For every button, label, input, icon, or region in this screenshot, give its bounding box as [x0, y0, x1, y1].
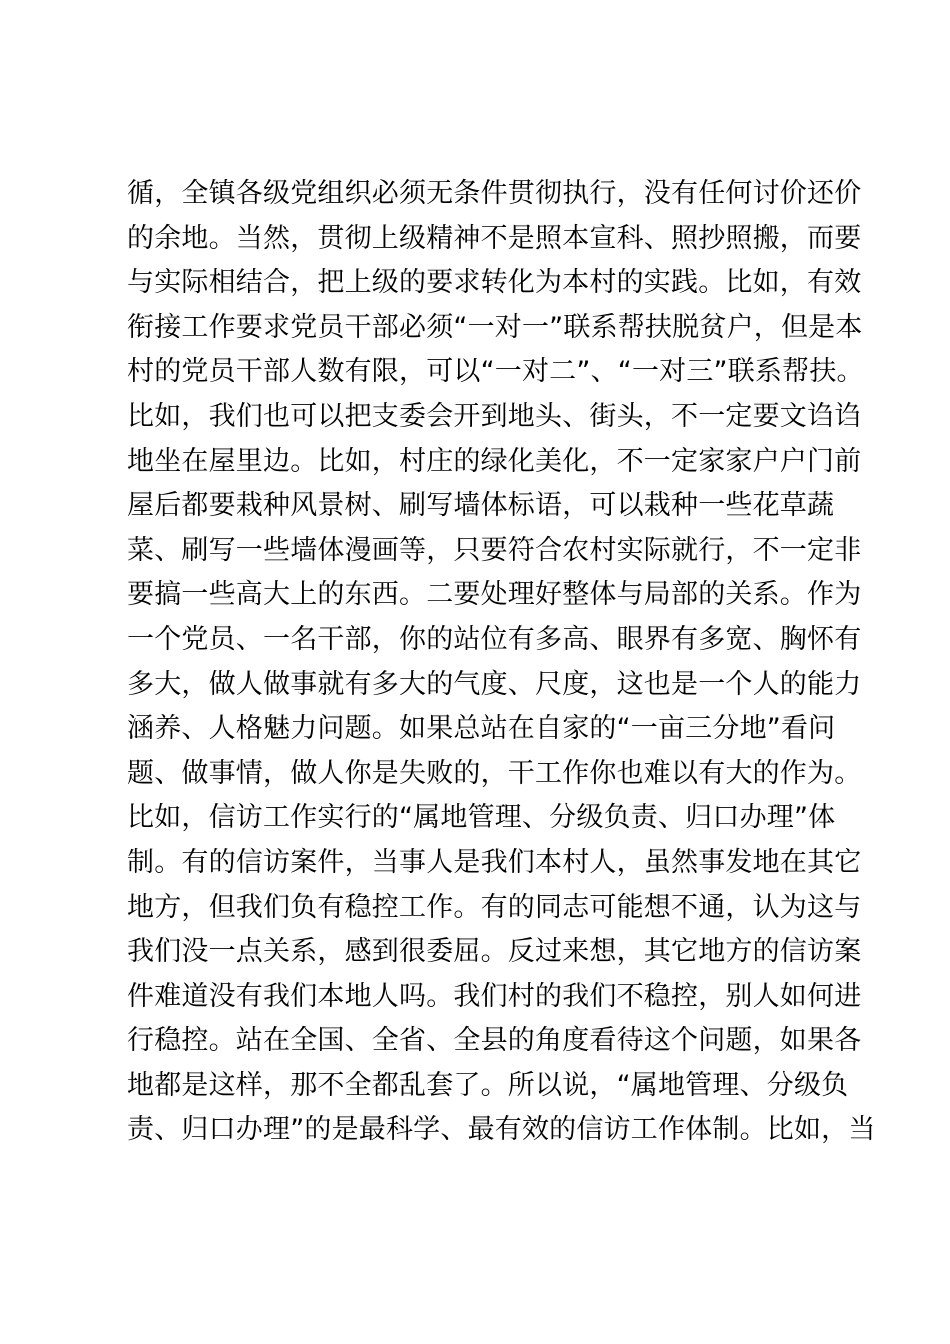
text-line: 要搞一些高大上的东西。二要处理好整体与局部的关系。作为 [127, 579, 862, 611]
text-line: 菜、刷写一些墙体漫画等，只要符合农村实际就行，不一定非 [127, 534, 862, 566]
text-line: 地都是这样，那不全都乱套了。所以说，“属地管理、分级负 [127, 1069, 849, 1101]
text-line: 责、归口办理”的是最科学、最有效的信访工作体制。比如，当 [127, 1114, 876, 1146]
text-line: 一个党员、一名干部，你的站位有多高、眼界有多宽、胸怀有 [127, 623, 862, 655]
text-line: 村的党员干部人数有限，可以“一对二”、“一对三”联系帮扶。 [127, 356, 864, 388]
text-line: 与实际相结合，把上级的要求转化为本村的实践。比如，有效 [127, 267, 862, 299]
text-line: 制。有的信访案件，当事人是我们本村人，虽然事发地在其它 [127, 846, 862, 878]
text-line: 行稳控。站在全国、全省、全县的角度看待这个问题，如果各 [127, 1025, 862, 1057]
text-line: 比如，我们也可以把支委会开到地头、街头，不一定要文诌诌 [127, 400, 862, 432]
text-line: 地坐在屋里边。比如，村庄的绿化美化，不一定家家户户门前 [127, 445, 862, 477]
text-line: 件难道没有我们本地人吗。我们村的我们不稳控，别人如何进 [127, 980, 862, 1012]
text-line: 题、做事情，做人你是失败的，干工作你也难以有大的作为。 [127, 757, 862, 789]
text-line: 涵养、人格魅力问题。如果总站在自家的“一亩三分地”看问 [127, 713, 836, 745]
text-line: 比如，信访工作实行的“属地管理、分级负责、归口办理”体 [127, 802, 836, 834]
text-line: 多大，做人做事就有多大的气度、尺度，这也是一个人的能力 [127, 668, 862, 700]
text-line: 地方，但我们负有稳控工作。有的同志可能想不通，认为这与 [127, 891, 862, 923]
text-line: 衔接工作要求党员干部必须“一对一”联系帮扶脱贫户，但是本 [127, 311, 863, 343]
text-line: 循，全镇各级党组织必须无条件贯彻执行，没有任何讨价还价 [127, 178, 862, 209]
body-text [127, 172, 876, 1153]
text-line: 屋后都要栽种风景树、刷写墙体标语，可以栽种一些花草蔬 [127, 490, 835, 522]
text-line: 的余地。当然，贯彻上级精神不是照本宣科、照抄照搬，而要 [127, 222, 862, 254]
text-line: 我们没一点关系，感到很委屈。反过来想，其它地方的信访案 [127, 936, 862, 968]
